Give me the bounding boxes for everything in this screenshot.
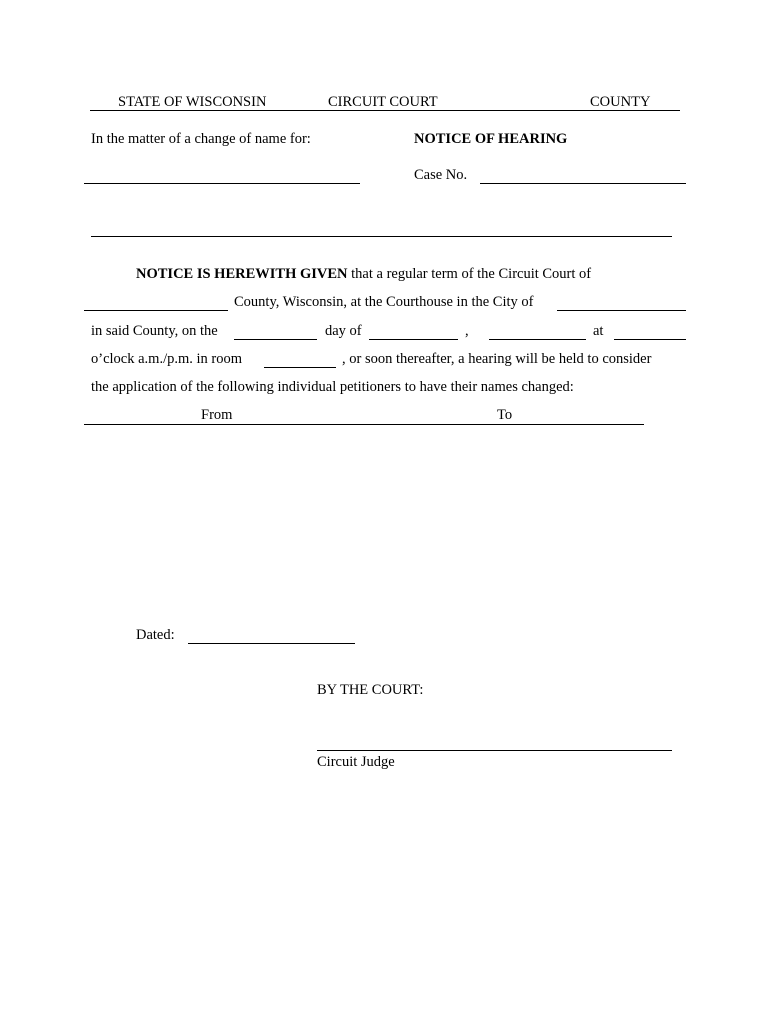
county-field[interactable] — [84, 310, 228, 311]
from-to-rule — [84, 424, 644, 425]
room-field[interactable] — [264, 367, 336, 368]
petitioner-name-field[interactable] — [84, 183, 360, 184]
time-field[interactable] — [614, 339, 686, 340]
notice-line-3d: at — [593, 323, 604, 339]
notice-line-3a: in said County, on the — [91, 323, 218, 339]
by-the-court-label: BY THE COURT: — [317, 682, 424, 698]
dated-label: Dated: — [136, 627, 175, 643]
state-label: STATE OF WISCONSIN — [118, 94, 267, 110]
notice-line-2: County, Wisconsin, at the Courthouse in the City of — [234, 294, 534, 310]
notice-line-3c: , — [465, 323, 469, 339]
notice-line-4a: o’clock a.m./p.m. in room — [91, 351, 243, 367]
notice-line-3b: day of — [325, 323, 362, 339]
header-rule — [90, 110, 680, 111]
city-field[interactable] — [557, 310, 686, 311]
notice-rest: that a regular term of the Circuit Court of — [351, 266, 592, 282]
document-title: NOTICE OF HEARING — [414, 131, 568, 147]
day-field[interactable] — [234, 339, 317, 340]
judge-signature-field[interactable] — [317, 750, 672, 751]
county-label: COUNTY — [590, 94, 651, 110]
circuit-judge-label: Circuit Judge — [317, 754, 395, 770]
case-no-field[interactable] — [480, 183, 686, 184]
case-no-label: Case No. — [414, 167, 468, 183]
from-label: From — [201, 407, 233, 423]
notice-line-1 — [136, 266, 591, 282]
matter-label: In the matter of a change of name for: — [91, 131, 311, 147]
year-field[interactable] — [489, 339, 586, 340]
notice-line-5: the application of the following individual petitioners to have their names changed: — [91, 379, 574, 395]
caption-divider — [91, 236, 672, 237]
court-label: CIRCUIT COURT — [328, 94, 438, 110]
dated-field[interactable] — [188, 643, 355, 644]
to-label: To — [497, 407, 513, 423]
notice-bold: NOTICE IS HEREWITH GIVEN — [136, 266, 348, 282]
notice-line-4b: , or soon thereafter, a hearing will be held to consider — [342, 351, 652, 367]
month-field[interactable] — [369, 339, 458, 340]
